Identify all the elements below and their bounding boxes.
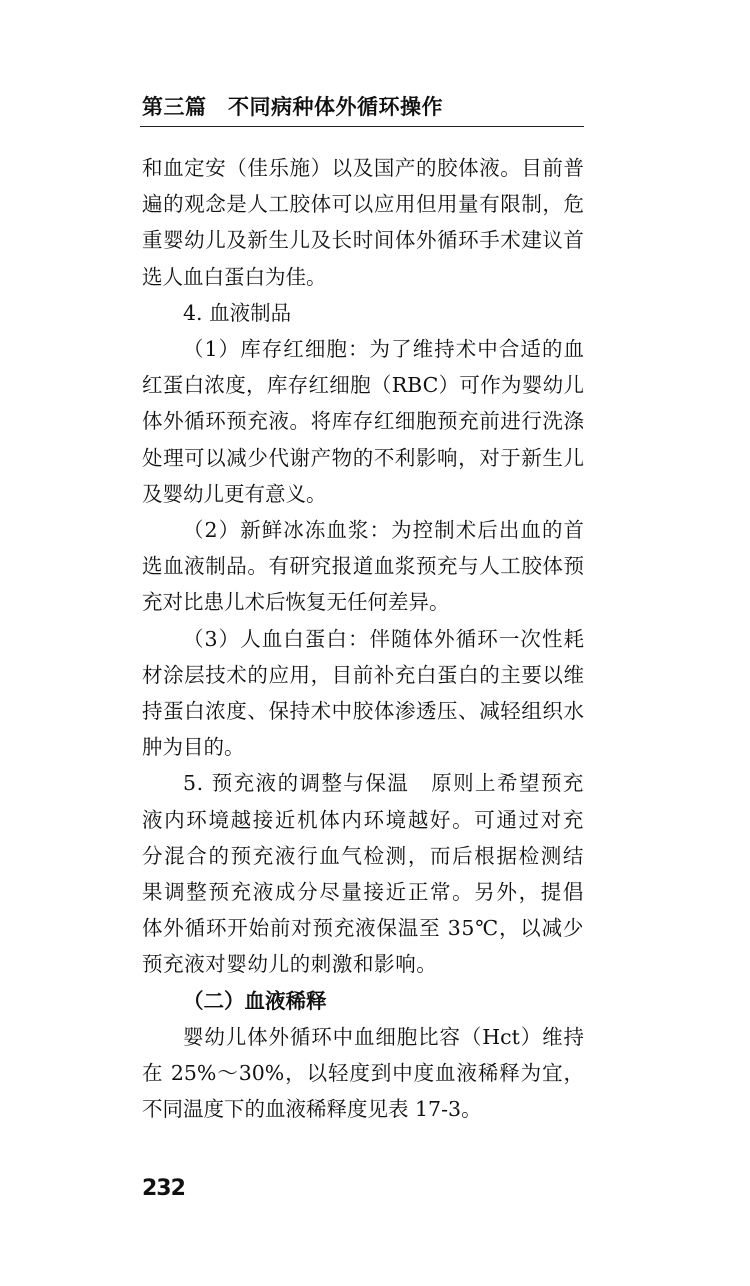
body-text xyxy=(142,150,584,1127)
paragraph-stored-rbc: （1）库存红细胞：为了维持术中合适的血红蛋白浓度，库存红细胞（RBC）可作为婴幼儿体外循环预充液。将库存红细胞预充前进行洗涤处理可以减少代谢产物的不利影响，对于新生儿及婴幼儿更有意义。 xyxy=(142,337,584,506)
paragraph-colloid-continuation: 和血定安（佳乐施）以及国产的胶体液。目前普遍的观念是人工胶体可以应用但用量有限制，危重婴幼儿及新生儿及长时间体外循环手术建议首选人血白蛋白为佳。 xyxy=(142,156,584,289)
paragraph-fresh-frozen-plasma: （2）新鲜冰冻血浆：为控制术后出血的首选血液制品。有研究报道血浆预充与人工胶体预充对比患儿术后恢复无任何差异。 xyxy=(142,518,584,615)
section-heading-hemodilution: （二）血液稀释 xyxy=(183,988,327,1013)
page-number: 232 xyxy=(142,1176,185,1201)
running-header xyxy=(140,92,584,127)
paragraph-human-albumin: （3）人血白蛋白：伴随体外循环一次性耗材涂层技术的应用，目前补充白蛋白的主要以维持蛋白浓度、保持术中胶体渗透压、减轻组织水肿为目的。 xyxy=(142,626,584,760)
paragraph-prime-adjustment: 5. 预充液的调整与保温 原则上希望预充液内环境越接近机体内环境越好。可通过对充分混合的预充液行血气检测，而后根据检测结果调整预充液成分尽量接近正常。另外，提倡体外循环开始前对预充液保温至 35℃，以减少预充液对婴幼儿的刺激和影响。 xyxy=(142,771,584,977)
heading-blood-products: 4. 血液制品 xyxy=(183,300,292,325)
paragraph-hemodilution: 婴幼儿体外循环中血细胞比容（Hct）维持在 25%～30%，以轻度到中度血液稀释为宜，不同温度下的血液稀释度见表 17-3。 xyxy=(142,1024,584,1122)
chapter-title: 第三篇 不同病种体外循环操作 xyxy=(142,95,443,119)
